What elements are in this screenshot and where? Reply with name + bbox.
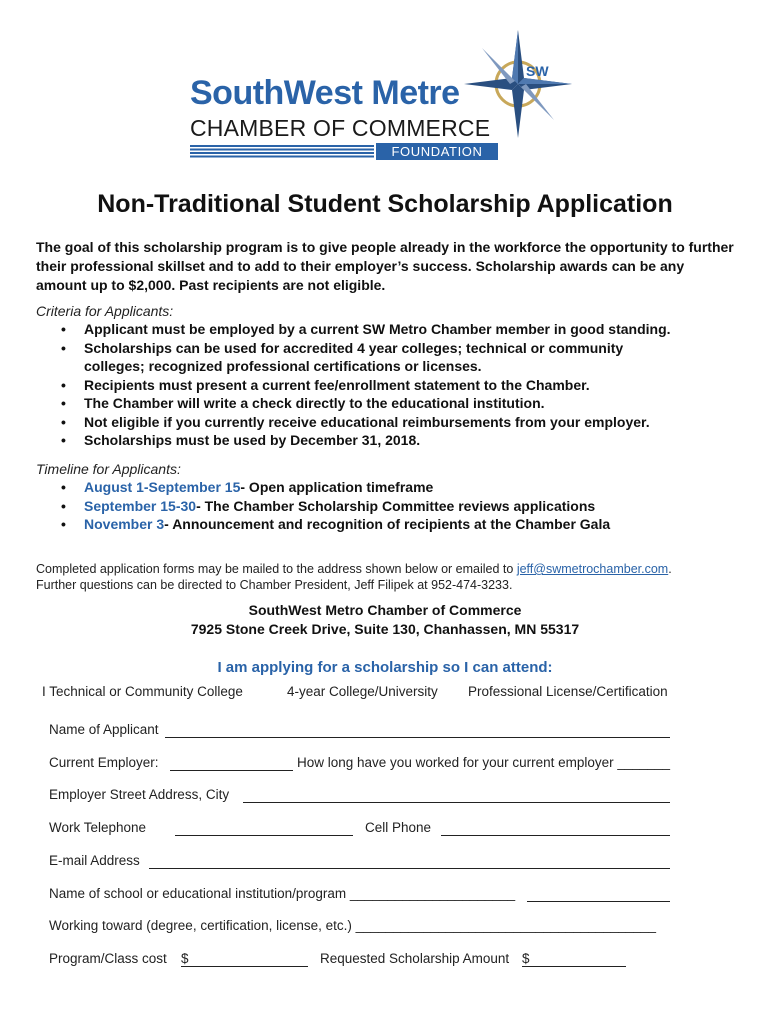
page-title: Non-Traditional Student Scholarship Application — [97, 190, 673, 218]
timeline-list — [36, 478, 746, 534]
criteria-heading: Criteria for Applicants: — [36, 303, 174, 319]
intro-paragraph: The goal of this scholarship program is to give people already in the workforce the opportunity to further their professional skillset and to add to their employer’s success. Scholarship awards can be any amount up to $2,000. Past recipients are not eligible. — [36, 239, 734, 293]
logo-badge: SW — [526, 63, 549, 79]
apply-heading: I am applying for a scholarship so I can attend: — [217, 659, 553, 676]
timeline-date: November 3 — [84, 516, 165, 532]
dollar-sign: $ — [522, 951, 530, 966]
logo-foundation-bar — [190, 143, 498, 160]
logo-stripes — [190, 145, 374, 158]
timeline-section — [36, 461, 746, 534]
employer-address-label: Employer Street Address, City — [49, 787, 230, 802]
cell-phone-label: Cell Phone — [365, 820, 432, 835]
list-item: • Scholarships must be used by December 31, 2018. — [61, 432, 421, 448]
logo-wordmark: SouthWest Metre — [190, 74, 460, 112]
list-item: • Recipients must present a current fee/enrollment statement to the Chamber. — [61, 376, 590, 393]
email-link[interactable]: jeff@swmetrochamber.com — [516, 562, 669, 576]
list-item: • Not eligible if you currently receive educational reimbursements from your employer. — [61, 413, 650, 430]
contact-info: Completed application forms may be mailed to the address shown below or emailed to jeff@swmetrochamber.com. Further questions can be directed to Chamber President, Jeff Filipek at 952-474-3233. — [36, 562, 672, 592]
logo-subtitle: CHAMBER OF COMMERCE — [190, 115, 491, 141]
working-toward-field[interactable]: Working toward (degree, certification, license, etc.) ________________________________________ — [49, 918, 656, 933]
contact-line-2: Further questions can be directed to Chamber President, Jeff Filipek at 952-474-3233. — [36, 578, 513, 592]
option-4year[interactable]: 4-year College/University — [287, 684, 438, 699]
work-phone-field[interactable] — [175, 835, 353, 836]
timeline-date: September 15-30 — [84, 497, 197, 514]
list-item: • August 1-September 15- Open application timeframe — [61, 479, 434, 495]
program-cost-label: Program/Class cost — [49, 951, 167, 966]
requested-amount-label: Requested Scholarship Amount — [320, 951, 510, 966]
employer-field[interactable] — [170, 770, 293, 771]
employer-label: Current Employer: — [49, 755, 159, 770]
option-professional[interactable]: Professional License/Certification — [468, 684, 668, 699]
compass-star-icon — [462, 28, 574, 140]
school-field-line[interactable] — [527, 901, 670, 902]
name-label: Name of Applicant — [49, 722, 159, 737]
school-field[interactable]: Name of school or educational institution/program ______________________ — [49, 886, 516, 901]
email-field[interactable] — [149, 868, 670, 869]
criteria-list — [36, 320, 746, 450]
list-item: • Scholarships can be used for accredited 4 year colleges; technical or community colleges; recognized professional certifications or licenses. — [61, 339, 624, 374]
cell-phone-field[interactable] — [441, 835, 670, 836]
timeline-date: August 1-September 15 — [84, 479, 241, 495]
employer-address-field[interactable] — [243, 802, 670, 803]
how-long-field[interactable]: How long have you worked for your current employer _______ — [297, 755, 670, 770]
requested-amount-field[interactable] — [522, 966, 626, 967]
work-phone-label: Work Telephone — [49, 820, 147, 835]
list-item: • September 15-30- The Chamber Scholarship Committee reviews applications — [61, 497, 596, 514]
dollar-sign: $ — [181, 951, 189, 966]
timeline-heading: Timeline for Applicants: — [36, 461, 181, 477]
address-org: SouthWest Metro Chamber of Commerce — [248, 602, 522, 618]
checkbox-mark[interactable]: I — [42, 684, 50, 699]
list-item: • Applicant must be employed by a current SW Metro Chamber member in good standing. — [61, 321, 671, 337]
option-technical[interactable]: I Technical or Community College — [42, 684, 243, 699]
address-street: 7925 Stone Creek Drive, Suite 130, Chanhassen, MN 55317 — [190, 621, 580, 637]
list-item: • November 3- Announcement and recognition of recipients at the Chamber Gala — [61, 516, 611, 532]
criteria-section — [36, 303, 746, 450]
list-item: • The Chamber will write a check directly to the educational institution. — [61, 395, 545, 411]
email-label: E-mail Address — [49, 853, 140, 868]
program-cost-field[interactable] — [181, 966, 308, 967]
name-field[interactable] — [165, 737, 670, 738]
logo-foundation-label: FOUNDATION — [376, 143, 498, 160]
